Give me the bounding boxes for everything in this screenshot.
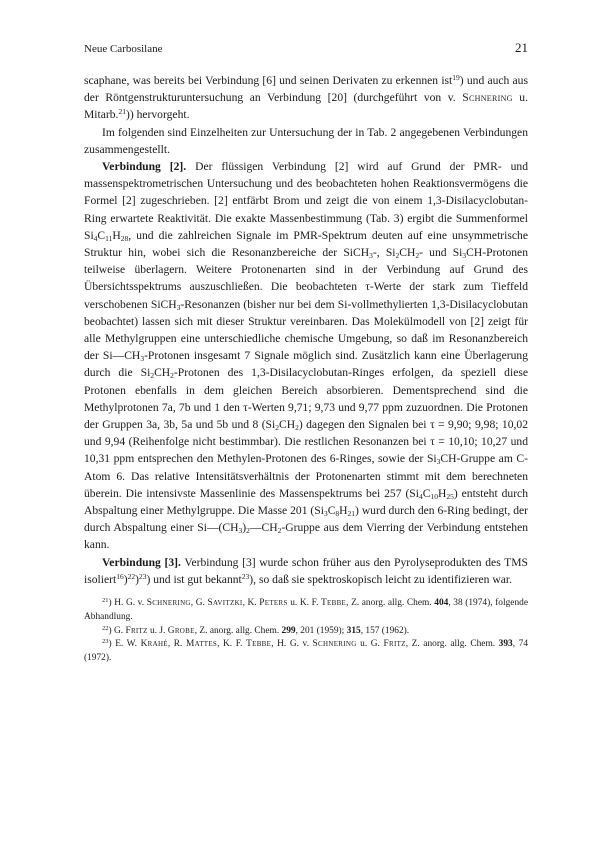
- text-run: C: [327, 504, 336, 518]
- subscript: 2: [295, 423, 299, 433]
- text-run: ): [242, 521, 247, 535]
- footnote-21: [84, 597, 528, 625]
- text-run: ) dagegen den Signalen bei τ = 9,90; 9,98; 10,02 und 9,94 (Reihenfolge nicht bestimmbar). Die restlichen Resonanzen bei τ = 10,10; 10,27 und 10,31 ppm entsprechen den Methylen-Protonen des 6-Ringes, sowie der Si: [84, 418, 528, 466]
- text-run: ) E. W.: [108, 639, 141, 650]
- subscript: 3: [436, 457, 441, 467]
- text-run: H: [437, 486, 447, 500]
- footnote-ref: 21: [118, 107, 126, 117]
- text-run: , und die zahlreichen Signale im PMR-Spektrum deuten auf eine unsymmetrische Struktur hin, wobei sich die Resonanzbereiche der SiCH: [84, 228, 528, 260]
- volume-number: 393: [498, 639, 513, 650]
- subscript: 28: [120, 233, 129, 243]
- text-run: ) entsteht durch Abspaltung einer Methylgruppe. Die Masse 201 (Si: [84, 486, 528, 518]
- author-name: Schnering: [146, 598, 191, 609]
- subscript: 4: [418, 491, 423, 501]
- text-run: CH: [154, 366, 171, 380]
- footnote-number: 23: [102, 638, 109, 646]
- section-lead: Verbindung [2].: [102, 160, 187, 174]
- text-run: , Z. anorg. allg. Chem.: [194, 625, 282, 636]
- author-name: Krahé: [140, 639, 168, 650]
- text-run: , 74 (1972).: [84, 639, 529, 664]
- text-run: , R.: [167, 639, 186, 650]
- paragraph-continuation: [84, 72, 528, 124]
- text-run: Im folgenden sind Einzelheiten zur Untersuchung der in Tab. 2 angegebenen Verbindungen zusammengestellt.: [84, 125, 528, 156]
- text-run: CH-Protonen teilweise überlagern. Weitere Protonenarten sind in der Verbindung auf Grund des Übersichtsspektrums auszuschließen. Die beobachteten τ-Werte der stark zum Tieffeld verschobenen SiCH: [84, 246, 529, 311]
- volume-number: 404: [434, 598, 449, 609]
- text-run: - und Si: [419, 246, 463, 260]
- text-run: CH: [278, 418, 296, 432]
- author-name: Savitzki: [207, 598, 243, 609]
- author-name: Fritz: [125, 625, 148, 636]
- text-run: ): [135, 572, 139, 586]
- subscript: 8: [335, 509, 340, 519]
- subscript: 2: [395, 251, 400, 261]
- subscript: 21: [347, 509, 356, 519]
- text-run: ) und ist gut bekannt: [146, 572, 242, 586]
- subscript: 10: [430, 491, 438, 501]
- footnote-ref: 16: [116, 571, 124, 581]
- footnote-ref: 19: [452, 73, 460, 82]
- text-run: u. Mitarb.: [84, 91, 528, 122]
- footnote-ref: 22: [127, 571, 136, 581]
- text-run: )) hervorgeht.: [125, 108, 190, 122]
- subscript: 3: [369, 251, 373, 261]
- text-run: ) und auch aus der Röntgenstrukturuntersuchung an Verbindung [20] (durchgeführt von v.: [84, 74, 528, 105]
- subscript: 11: [105, 233, 113, 243]
- text-run: scaphane, was bereits bei Verbindung [6] und seinen Derivaten zu erkennen ist: [84, 74, 453, 87]
- text-run: , K. F.: [217, 639, 247, 650]
- text-run: ) wurd durch den 6-Ring bedingt, der durch Abspaltung einer Si—(CH: [84, 504, 528, 535]
- author-name: Peters: [259, 598, 288, 609]
- text-run: H: [339, 504, 348, 518]
- text-run: ) H. G. v.: [108, 598, 147, 609]
- subscript: 3: [238, 526, 243, 536]
- footnote-number: 22: [102, 624, 109, 632]
- text-run: -Gruppe aus dem Vierring der Verbindung entstehen kann.: [84, 521, 529, 552]
- subscript: 4: [93, 233, 98, 243]
- author-name: Fritz: [383, 639, 406, 650]
- subscript: 3: [140, 354, 145, 364]
- subscript: 3: [176, 302, 181, 312]
- text-run: C: [422, 486, 431, 500]
- text-run: CH-Gruppe am C-Atom 6. Das relative Intensitätsverhältnis der Protonenarten stimmt mit dem berechneten überein. Die intensivste Massenlinie des Massenspektrums bei 257 (Si: [84, 452, 528, 500]
- text-run: H: [112, 228, 121, 242]
- text-run: ) G.: [108, 625, 126, 636]
- text-run: Verbindung [3] wurde schon früher aus den Pyrolyseprodukten des TMS isoliert: [84, 555, 528, 586]
- section-lead: Verbindung [3].: [102, 555, 181, 569]
- text-run: CH: [399, 246, 416, 260]
- footnote-number: 21: [102, 597, 109, 605]
- footnotes: [84, 597, 528, 666]
- author-name: Schnering: [312, 639, 357, 650]
- text-run: , 201 (1959);: [295, 625, 347, 636]
- footnote-23: [84, 638, 528, 666]
- paper-page: [84, 40, 528, 666]
- author-name: Grobe: [167, 625, 195, 636]
- text-run: -Resonanzen (bisher nur bei dem Si-vollmethylierten 1,3-Disilacyclobutan beobachtet) lassen sich mit dieser Struktur vereinbaren. Das Molekülmodell von [2] zeigt für alle Methylgruppen eine unterschiedliche chemische Umgebung, so daß im Resonanzbereich der Si—CH: [84, 297, 528, 363]
- subscript: 2: [277, 526, 282, 536]
- text-run: , Z. anorg. allg. Chem.: [405, 639, 499, 650]
- subscript: 2: [150, 371, 155, 381]
- text-run: , H. G. v.: [271, 639, 313, 650]
- paragraph-verbindung-3: [84, 554, 528, 588]
- running-head-title: Neue Carbosilane: [84, 43, 163, 55]
- subscript: 2: [415, 251, 420, 261]
- text-run: ): [123, 572, 128, 586]
- subscript: 2: [275, 423, 279, 433]
- text-run: ), so daß sie spektroskopisch leicht zu identifizieren war.: [249, 572, 512, 586]
- paragraph-verbindung-2: [84, 158, 528, 554]
- page-number: 21: [515, 40, 528, 55]
- author-name: Tebbe: [246, 639, 272, 650]
- text-run: , 157 (1962).: [360, 625, 410, 636]
- author-name: Schnering: [462, 91, 513, 105]
- text-run: Der flüssigen Verbindung [2] wird auf Grund der PMR- und massenspektrometrischen Untersuchung und des beobachteten hohen Reaktionsvermögens die Formel [2] zugeschrieben. [2] entfärbt Brom und zeigt die von einem 1,3-Disilacyclobutan-Ring erwartete Reaktivität. Die exakte Massenbestimmung (Tab. 3) ergibt die Summenformel Si: [84, 160, 528, 242]
- text-run: u. K. F.: [287, 598, 322, 609]
- text-run: , G.: [190, 598, 208, 609]
- volume-number: 299: [281, 625, 296, 636]
- text-run: -Protonen des 1,3-Disilacyclobutan-Ringes erfolgen, da speziell diese Protonen ebenfalls in dem gleichen Bereich absorbieren. Dementsprechend sind die Methylprotonen 7a, 7b und 1 den τ-Werten 9,71; 9,73 und 9,77 ppm zuzuordnen. Die Protonen der Gruppen 3a, 3b, 5a und 5b und 8 (Si: [84, 366, 528, 432]
- subscript: 2: [170, 371, 174, 381]
- footnote-ref: 23: [241, 571, 250, 581]
- subscript: 3: [323, 509, 328, 519]
- text-run: -, Si: [372, 246, 396, 260]
- author-name: Tebbe: [321, 598, 347, 609]
- footnote-22: [84, 625, 528, 639]
- body-text: [84, 72, 528, 588]
- footnote-ref: 23: [138, 571, 147, 581]
- text-run: u. G.: [356, 639, 384, 650]
- text-run: , Z. anorg. allg. Chem.: [346, 598, 435, 609]
- subscript: 3: [462, 251, 467, 261]
- text-run: , 38 (1974), folgende Abhandlung.: [84, 598, 528, 622]
- subscript: 25: [446, 491, 454, 501]
- running-head: [84, 40, 528, 56]
- text-run: , K.: [242, 598, 260, 609]
- text-run: -Protonen insgesamt 7 Signale möglich sind. Zusätzlich kann eine Überlagerung durch die Si: [84, 349, 528, 380]
- subscript: 2: [246, 526, 250, 536]
- volume-number: 315: [346, 625, 361, 636]
- text-run: C: [97, 228, 106, 242]
- author-name: Mattes: [185, 639, 218, 650]
- text-run: u. J.: [147, 625, 168, 636]
- paragraph-intro: [84, 124, 528, 158]
- text-run: —CH: [249, 521, 278, 535]
